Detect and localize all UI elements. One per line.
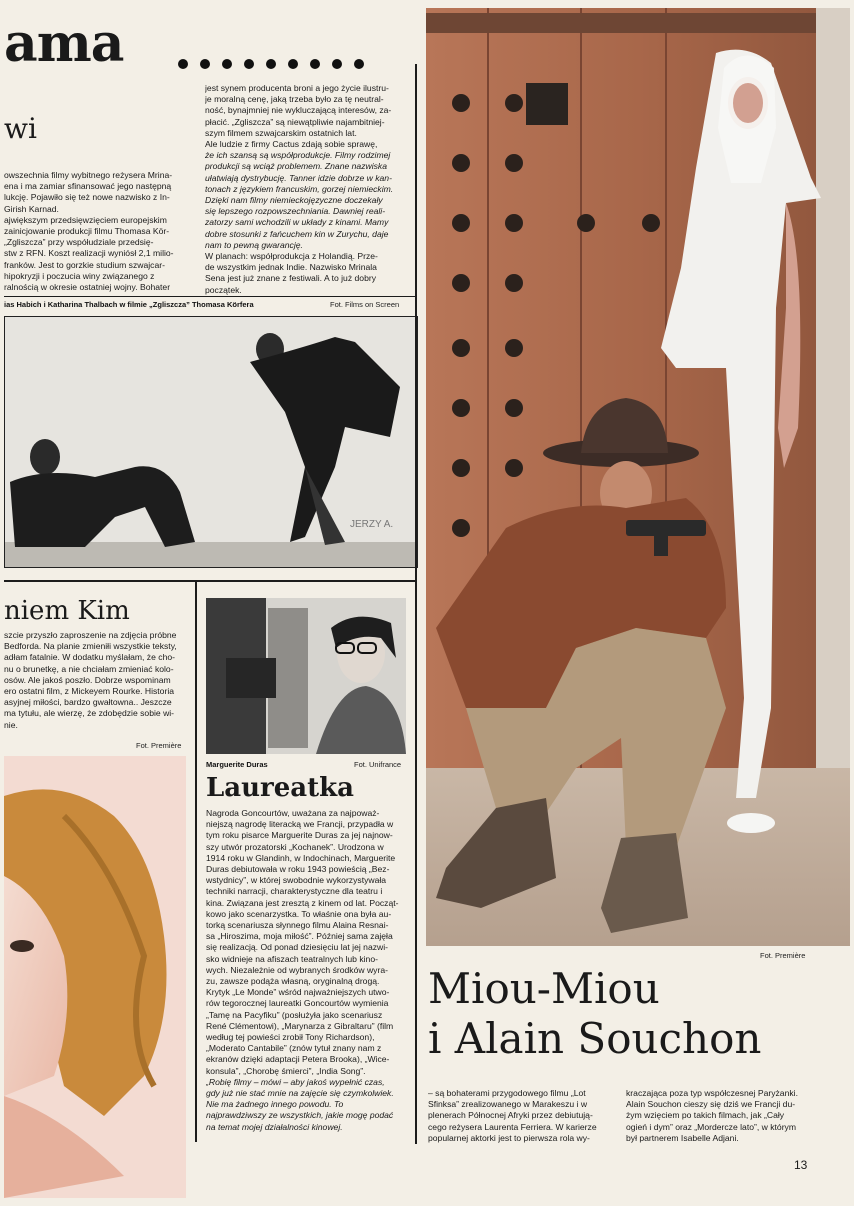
text-line: „Zgliszcza” przy współudziale przedsię- <box>4 237 154 248</box>
laureatka-heading: Laureatka <box>206 773 354 803</box>
photo-marguerite-duras <box>206 598 406 754</box>
photo-miou-miou-souchon <box>426 8 850 946</box>
text-line: szcie przyszło zaproszenie na zdjęcia próbne <box>4 630 177 640</box>
text-line: wstydnicy”, w której swobodnie wykorzystywała <box>206 875 387 886</box>
text-line: wych. Niezależnie od wybranych środków wyra- <box>206 964 388 975</box>
text-line: zatorzy sami wchodzili w układy z kinami. Mamy <box>205 217 389 228</box>
miou-title-line2: i Alain Souchon <box>428 1014 762 1063</box>
text-line: Nagroda Goncourtów, uważana za najpoważ- <box>206 808 380 818</box>
kim-column <box>4 630 186 731</box>
divider <box>415 64 417 1144</box>
text-line: ena i ma zamiar sfinansować jego następną <box>4 181 172 192</box>
text-line: „Tamę na Pacyfiku” (posłużyła jako scenariusz <box>206 1009 383 1020</box>
portrait-blonde <box>4 756 186 1198</box>
text-line: je moralną cenę, jaką trzeba było za tę neutral- <box>205 94 384 105</box>
duras-credit: Fot. Unifrance <box>354 760 402 769</box>
text-line: ralnością w okresie ostatniej wojny. Bohater <box>4 282 171 293</box>
text-line: zu, zawsze podąża własną, oryginalną drogą. <box>206 976 380 987</box>
top-left-column <box>4 170 194 293</box>
text-line: „Robię filmy – mówi – aby jakoś wypełnić czas, <box>206 1076 385 1087</box>
text-line: tym roku pisarce Marguerite Duras za jej najnow- <box>206 830 393 841</box>
text-line: początek. <box>205 284 242 295</box>
text-line: rów tegorocznej laureatki Goncourtów wymienia <box>206 998 389 1009</box>
text-line: techniki narracji, charakterystyczne dla teatru i <box>206 886 383 897</box>
text-line: 1914 roku w Glandinh, w Indochinach, Marguerite <box>206 852 396 863</box>
text-line: tonach z językiem francuskim, gorzej niemieckim. <box>205 183 394 194</box>
text-line: adłam fatalnie. W dodatku myślałam, że cho- <box>4 652 175 663</box>
text-line: W planach: współprodukcja z Holandią. Prze- <box>205 251 378 262</box>
text-line: nie. <box>4 719 18 730</box>
text-line: się lepszego rozpowszechniania. Dawniej reali- <box>205 206 386 217</box>
text-line: de wszystkim jednak Indie. Nazwisko Mrinala <box>205 262 377 273</box>
text-line: jest synem producenta broni a jego życie ilustru- <box>205 83 389 93</box>
text-line: sa „Hiroszima, moja miłość”. Później sama zajęła <box>206 931 393 942</box>
text-line: nu o brunetkę, a nie chciałam zmieniać kolo- <box>4 663 174 674</box>
text-line: osów. Ale jakoś poszło. Dobrze wspominam <box>4 674 171 685</box>
text-line: Dzięki nam filmy niemieckojęzyczne doczekały <box>205 195 383 206</box>
text-line: nam to pewną gwarancję. <box>205 239 303 250</box>
film-still-zgliszcza <box>4 316 418 568</box>
section-subtitle: wi <box>4 112 37 145</box>
text-line: lukcję. Pojawiło się też nowe nazwisko z In- <box>4 192 170 203</box>
text-line: płacić. „Zgliszcza” są niewątpliwie najambitniej- <box>205 116 385 127</box>
header-title <box>4 14 123 74</box>
text-line: szy utwór prozatorski „Kochanek”. Urodzona w <box>206 841 384 852</box>
divider <box>4 580 416 582</box>
text-line: ero ostatni film, z Mickeyem Rourke. Historia <box>4 686 175 697</box>
header-title-text: ama <box>4 13 124 74</box>
text-line: Krytyk „Le Monde” wśród najważniejszych utwo- <box>206 987 390 998</box>
text-line: niejszą nagrodę literacką we Francji, przypadła w <box>206 819 394 830</box>
miou-title <box>428 964 761 1064</box>
text-line: na temat mojej działalności kinowej. <box>206 1121 343 1132</box>
text-line: Alain Souchon cieszy się dziś we Francji du- <box>626 1099 796 1110</box>
top-mid-column <box>205 83 411 296</box>
text-line: według tej powieści zrobił Tony Richardson), <box>206 1032 375 1043</box>
text-line: popularnej aktorki jest to pierwsza rola wy- <box>428 1132 590 1143</box>
text-line: ma tytułu, ale wierzę, że zdobędzie sobie wi- <box>4 708 175 719</box>
text-line: się realizacją. Od ponad dziesięciu lat jej nazwi- <box>206 942 388 953</box>
text-line: ułatwiają dystrybucję. Tanner idzie dobrze w kan- <box>205 172 392 183</box>
text-line: Sena jest już znane z festiwali. A to już dobry <box>205 273 377 284</box>
text-line: kowo jako scenarzystka. To właśnie ona była au- <box>206 908 392 919</box>
text-line: ajwiększym przedsięwzięciem europejskim <box>4 214 167 225</box>
text-line: stw z RFN. Koszt realizacji wyniósł 2,1 milio- <box>4 248 174 259</box>
text-line: Girish Karnad. <box>4 203 59 214</box>
text-line: kina. Związana jest zresztą z kinem od lat. Począt- <box>206 897 399 908</box>
photo1-credit: Fot. Films on Screen <box>330 300 400 309</box>
text-line: dobre stosunki z fańcuchem kin w Zurychu, daje <box>205 228 389 239</box>
text-line: Nie ma żadnego innego powodu. To <box>206 1099 344 1110</box>
laureatka-column <box>206 808 410 1133</box>
text-line: był partnerem Isabelle Adjani. <box>626 1132 739 1143</box>
text-line: zainicjowanie produkcji filmu Thomasa Kör- <box>4 226 170 237</box>
text-line: ekranów dzięki adaptacji Petera Brooka), „Wice- <box>206 1054 390 1065</box>
kim-credit: Fot. Première <box>136 741 182 750</box>
photo1-caption: ias Habich i Katharina Thalbach w filmie „Zgliszcza” Thomasa Körfera <box>4 300 254 309</box>
text-line: owszechnia filmy wybitnego reżysera Mrina- <box>4 170 173 180</box>
miou-photo-credit: Fot. Première <box>760 951 806 960</box>
text-line: żym wzięciem po takich filmach, jak „Cały <box>626 1110 785 1121</box>
text-line: cego reżysera Laurenta Ferriera. W karierze <box>428 1121 597 1132</box>
text-line: produkcji są wciąż problemem. Znane nazwiska <box>205 161 387 172</box>
miou-title-line1: Miou-Miou <box>428 964 660 1013</box>
text-line: plenerach Północnej Afryki przez debiutują- <box>428 1110 593 1121</box>
svg-text:JERZY A.: JERZY A. <box>350 519 394 530</box>
text-line: Sfinksa” zrealizowanego w Marakeszu i w <box>428 1099 588 1110</box>
text-line: konsula”, „Chorobę śmierci”, „India Song”. <box>206 1065 366 1076</box>
duras-caption: Marguerite Duras <box>206 760 268 769</box>
text-line: franków. Jest to gorzkie studium szwajcar- <box>4 259 165 270</box>
divider <box>4 296 416 297</box>
text-line: że ich szansą są współprodukcje. Filmy rodzimej <box>205 150 391 161</box>
text-line: torką scenariusza słynnego filmu Alaina Resnai- <box>206 920 389 931</box>
miou-column-2 <box>626 1088 812 1144</box>
kim-heading: niem Kim <box>4 596 130 626</box>
text-line: Ale ludzie z firmy Cactus zdają sobie sprawę, <box>205 139 378 150</box>
text-line: hipokryzji i poczucia winy związanego z <box>4 270 155 281</box>
text-line: „Moderato Cantabile” (znów tytuł znany nam z <box>206 1043 382 1054</box>
text-line: ność, bynajmniej nie wykluczającą interesów, za- <box>205 105 392 116</box>
header-dots <box>178 56 376 74</box>
text-line: Bedforda. Na planie zmieniłi wszystkie teksty, <box>4 641 177 652</box>
text-line: szym filmem szwajcarskim ostatnich lat. <box>205 127 357 138</box>
text-line: Duras debiutowała w roku 1943 powieścią „Bez- <box>206 864 390 875</box>
text-line: ogień i dym” oraz „Mordercze lato”, w którym <box>626 1121 797 1132</box>
text-line: – są bohaterami przygodowego filmu „Lot <box>428 1088 586 1098</box>
text-line: asyjnej miłości, bardzo gwałtowna.. Jeszcze <box>4 697 172 708</box>
divider <box>195 582 197 1142</box>
text-line: sko widnieje na afiszach teatralnych lub kino- <box>206 953 378 964</box>
text-line: najprawdziwszy ze wszystkich, jakie mogę podać <box>206 1110 394 1121</box>
miou-column-1 <box>428 1088 614 1144</box>
text-line: gdy już nie stać mnie na zajęcie się czymkolwiek. <box>206 1088 394 1099</box>
text-line: René Clémentowi), „Marynarza z Gibraltaru” (film <box>206 1020 394 1031</box>
page-number: 13 <box>794 1158 808 1172</box>
text-line: kraczająca poza typ współczesnej Paryżanki. <box>626 1088 798 1098</box>
